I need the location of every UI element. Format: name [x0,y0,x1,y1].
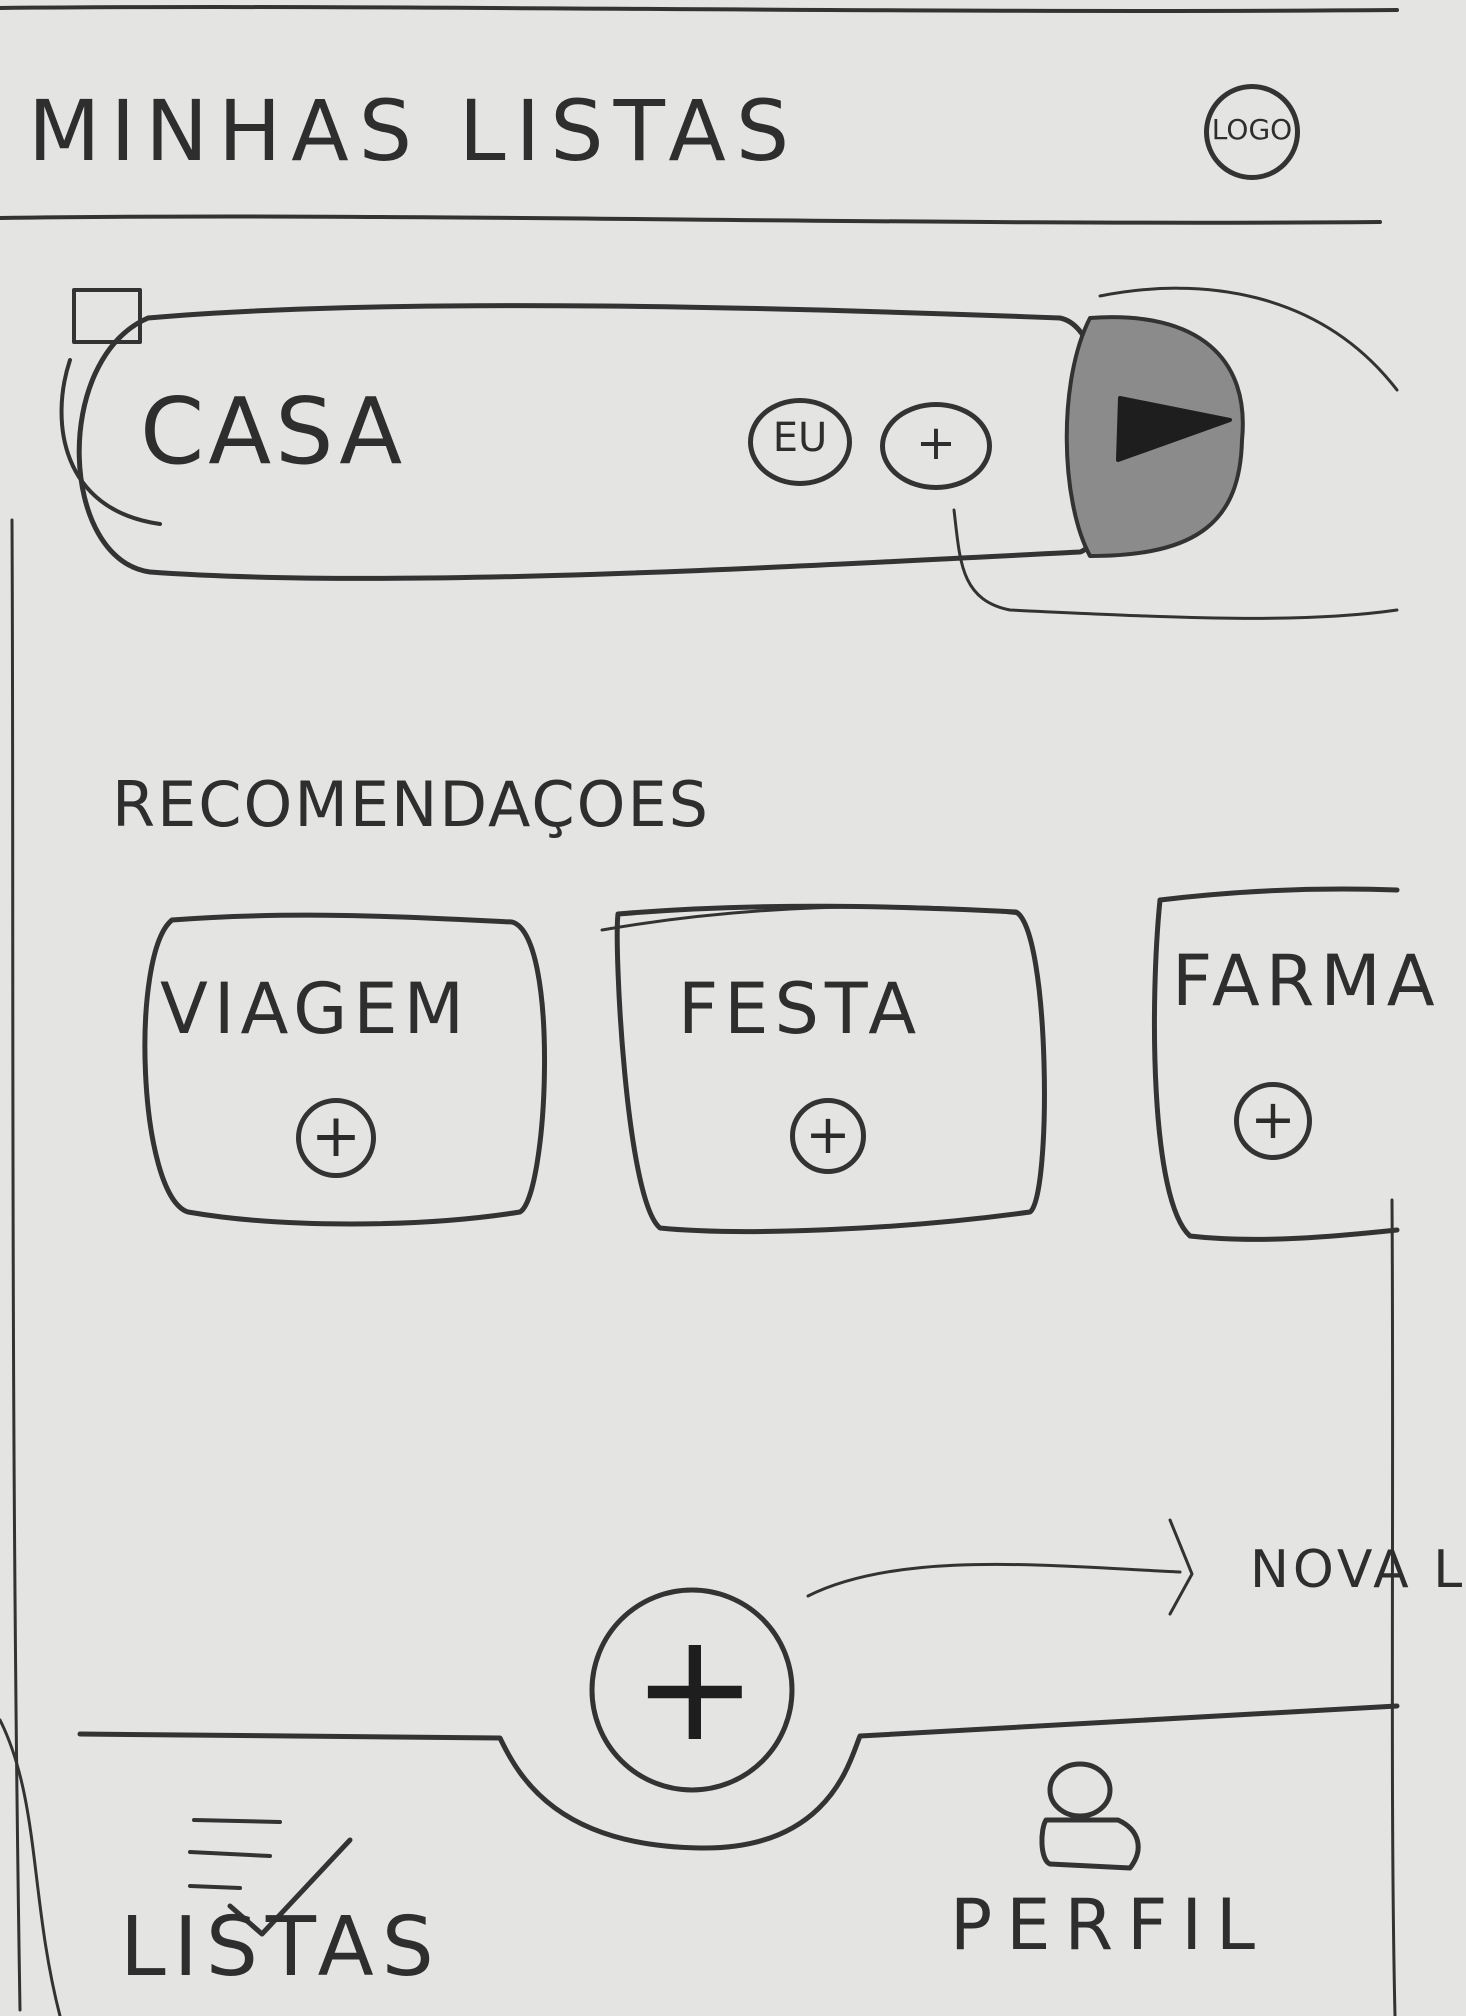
recommendation-label-festa: FESTA [678,968,923,1050]
recommendation-label-viagem: VIAGEM [160,968,471,1050]
member-label-eu: EU [772,415,828,461]
list-name-casa: CASA [140,378,407,485]
plus-icon[interactable]: + [296,1098,376,1178]
logo-icon [1204,84,1300,180]
nav-lists-label: LISTAS [120,1900,442,1995]
plus-icon[interactable]: + [790,1098,866,1174]
plus-icon[interactable]: + [1234,1082,1312,1160]
logo-text: LOGO [1211,113,1293,146]
recommendations-title: RECOMENDAÇOES [112,768,710,841]
plus-icon: + [632,1601,758,1775]
open-list-arrow-button[interactable] [1090,318,1250,556]
page-title: MINHAS LISTAS [28,82,800,180]
member-avatar-eu[interactable] [748,398,852,486]
add-list-button[interactable] [592,1590,792,1790]
add-member-label: + [915,415,957,471]
add-member-button[interactable] [880,402,992,490]
new-list-annotation: NOVA L [1250,1540,1466,1600]
recommendation-card-festa[interactable] [616,910,1052,1230]
nav-profile-label: PERFIL [950,1884,1269,1966]
recommendation-label-farma: FARMA [1172,940,1441,1022]
